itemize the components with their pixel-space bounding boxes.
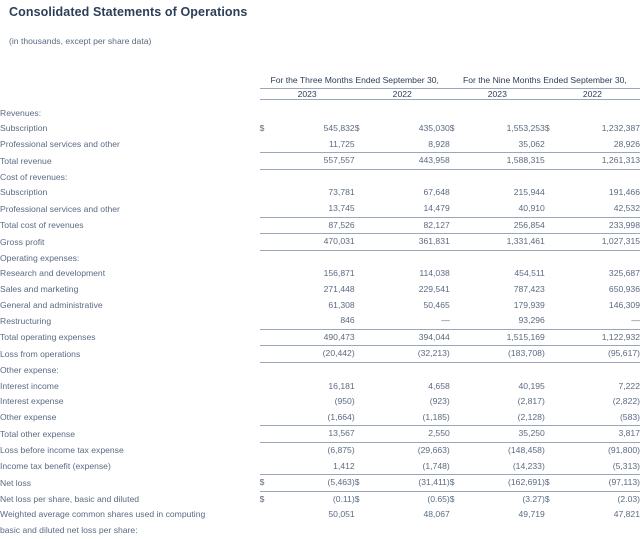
currency-symbol: $ xyxy=(450,475,464,492)
row-label: Loss from operations xyxy=(0,348,81,359)
table-row xyxy=(0,442,640,458)
currency-symbol xyxy=(355,426,369,443)
currency-symbol xyxy=(450,266,464,282)
currency-symbol: $ xyxy=(354,493,360,504)
row-value: 470,031 xyxy=(274,234,355,251)
row-value: 361,831 xyxy=(369,234,450,251)
currency-symbol xyxy=(545,329,559,346)
table-row xyxy=(0,250,640,266)
currency-symbol xyxy=(545,442,559,458)
row-label: Subscription xyxy=(0,187,48,198)
row-label: Other expense xyxy=(0,412,57,423)
row-value: 179,939 xyxy=(513,299,545,310)
currency-symbol xyxy=(545,379,559,395)
currency-symbol xyxy=(545,459,559,475)
currency-symbol xyxy=(355,185,369,201)
currency-symbol xyxy=(545,507,559,523)
row-value: 394,044 xyxy=(369,329,450,346)
currency-symbol: $ xyxy=(449,123,455,134)
currency-symbol xyxy=(260,266,274,282)
currency-symbol xyxy=(260,153,274,170)
row-value: (3.27) xyxy=(522,493,545,504)
row-value: 271,448 xyxy=(323,284,355,295)
row-value xyxy=(559,250,640,266)
currency-symbol xyxy=(545,313,559,329)
table-row xyxy=(0,507,640,523)
row-value: (14,233) xyxy=(464,459,545,475)
currency-symbol: $ xyxy=(449,493,455,504)
column-header-ytd-2022: 2022 xyxy=(545,88,640,99)
currency-symbol: $ xyxy=(545,475,559,492)
currency-symbol xyxy=(450,106,464,122)
currency-symbol xyxy=(545,169,559,185)
currency-symbol xyxy=(450,329,464,346)
row-value: (5,463) xyxy=(274,475,355,492)
row-value: 42,532 xyxy=(559,201,640,217)
currency-symbol xyxy=(450,137,464,153)
currency-symbol xyxy=(450,169,464,185)
currency-symbol xyxy=(450,282,464,298)
column-group-three-months: For the Three Months Ended September 30, xyxy=(260,74,450,88)
table-row xyxy=(0,363,640,379)
row-value: 454,511 xyxy=(514,268,545,279)
row-value: 50,051 xyxy=(328,509,355,520)
row-value: (583) xyxy=(559,410,640,426)
row-value xyxy=(464,169,545,185)
column-group-header-row xyxy=(0,74,640,88)
table-row xyxy=(0,106,640,122)
row-value: 1,122,932 xyxy=(559,329,640,346)
currency-symbol xyxy=(355,298,369,314)
table-row xyxy=(0,313,640,329)
row-value xyxy=(274,106,355,122)
row-value: 1,412 xyxy=(274,459,355,475)
row-value: (6,875) xyxy=(327,444,355,455)
row-value: 82,127 xyxy=(369,217,450,234)
currency-symbol xyxy=(355,459,369,475)
currency-symbol xyxy=(260,507,274,523)
row-value xyxy=(464,523,545,539)
row-value xyxy=(464,250,545,266)
row-value xyxy=(559,106,640,122)
currency-symbol xyxy=(260,442,274,458)
row-value: (95,617) xyxy=(559,346,640,363)
currency-symbol xyxy=(545,201,559,217)
row-label: Income tax benefit (expense) xyxy=(0,461,111,472)
currency-symbol: $ xyxy=(355,475,369,492)
row-value: 13,745 xyxy=(274,201,355,217)
currency-symbol xyxy=(260,523,274,539)
row-value: 490,473 xyxy=(274,329,355,346)
row-value: 35,250 xyxy=(464,426,545,443)
row-label: Total revenue xyxy=(0,155,52,166)
row-label: Subscription xyxy=(0,123,48,134)
row-value: 50,465 xyxy=(423,299,450,310)
currency-symbol xyxy=(450,250,464,266)
row-label: Professional services and other xyxy=(0,203,120,214)
row-value: — xyxy=(369,313,450,329)
currency-symbol xyxy=(355,282,369,298)
row-label: Gross profit xyxy=(0,236,45,247)
row-label: Weighted average common shares used in computing xyxy=(0,509,206,520)
currency-symbol xyxy=(545,137,559,153)
currency-symbol xyxy=(260,250,274,266)
currency-symbol xyxy=(260,346,274,363)
table-row xyxy=(0,137,640,153)
row-value: (162,691) xyxy=(464,475,545,492)
currency-symbol xyxy=(450,442,464,458)
currency-symbol xyxy=(450,394,464,410)
table-row xyxy=(0,169,640,185)
row-value: 7,222 xyxy=(618,380,640,391)
row-value xyxy=(274,250,355,266)
currency-symbol: $ xyxy=(544,123,550,134)
currency-symbol xyxy=(260,234,274,251)
row-value: (2,817) xyxy=(517,396,545,407)
row-value xyxy=(559,363,640,379)
row-value: (2.03) xyxy=(617,493,640,504)
row-value: 67,648 xyxy=(423,187,450,198)
row-value: 1,027,315 xyxy=(559,234,640,251)
row-value xyxy=(369,363,450,379)
column-header-q3-2022: 2022 xyxy=(355,88,450,99)
column-group-nine-months: For the Nine Months Ended September 30, xyxy=(450,74,640,88)
row-value: 3,817 xyxy=(559,426,640,443)
currency-symbol xyxy=(355,329,369,346)
income-statement-table xyxy=(0,74,640,539)
row-value: (2,822) xyxy=(612,396,640,407)
currency-symbol xyxy=(450,298,464,314)
row-value: 28,926 xyxy=(559,137,640,153)
row-value: 435,030 xyxy=(418,123,450,134)
row-value: (97,113) xyxy=(559,475,640,492)
row-value: 13,567 xyxy=(274,426,355,443)
row-value: (29,663) xyxy=(417,444,450,455)
currency-symbol: $ xyxy=(259,493,265,504)
row-value xyxy=(274,523,355,539)
currency-symbol xyxy=(260,298,274,314)
currency-symbol xyxy=(260,137,274,153)
currency-symbol xyxy=(260,201,274,217)
currency-symbol xyxy=(260,185,274,201)
currency-symbol xyxy=(260,217,274,234)
currency-symbol xyxy=(260,394,274,410)
row-value: 11,725 xyxy=(274,137,355,153)
row-value: 1,515,169 xyxy=(464,329,545,346)
currency-symbol xyxy=(545,153,559,170)
currency-symbol xyxy=(355,346,369,363)
currency-symbol xyxy=(260,363,274,379)
currency-symbol xyxy=(545,426,559,443)
currency-symbol xyxy=(450,459,464,475)
row-value: 1,331,461 xyxy=(464,234,545,251)
row-value: (91,800) xyxy=(607,444,640,455)
currency-symbol xyxy=(450,426,464,443)
currency-symbol xyxy=(545,106,559,122)
table-row xyxy=(0,426,640,443)
currency-symbol xyxy=(260,106,274,122)
currency-symbol xyxy=(450,201,464,217)
currency-symbol xyxy=(450,217,464,234)
row-value xyxy=(274,169,355,185)
row-value: 35,062 xyxy=(464,137,545,153)
row-value xyxy=(369,106,450,122)
currency-symbol xyxy=(355,442,369,458)
currency-symbol xyxy=(450,185,464,201)
row-label: Restructuring xyxy=(0,315,52,326)
row-value: 4,658 xyxy=(428,380,450,391)
table-row xyxy=(0,217,640,234)
row-value: 650,936 xyxy=(608,284,640,295)
row-value: 443,958 xyxy=(369,153,450,170)
row-value: (2,128) xyxy=(464,410,545,426)
table-row xyxy=(0,153,640,170)
row-value: 47,821 xyxy=(613,509,640,520)
row-label: basic and diluted net loss per share: xyxy=(0,524,138,535)
row-value: 40,195 xyxy=(518,380,545,391)
row-value: 846 xyxy=(274,313,355,329)
row-value xyxy=(369,250,450,266)
row-value xyxy=(369,169,450,185)
row-value: (31,411) xyxy=(369,475,450,492)
currency-symbol xyxy=(450,410,464,426)
currency-symbol xyxy=(355,266,369,282)
currency-symbol xyxy=(450,153,464,170)
currency-symbol xyxy=(260,313,274,329)
currency-symbol xyxy=(355,313,369,329)
row-value: 256,854 xyxy=(464,217,545,234)
table-row xyxy=(0,394,640,410)
row-label: Cost of revenues: xyxy=(0,171,68,182)
row-value xyxy=(369,523,450,539)
currency-symbol xyxy=(545,217,559,234)
row-value: (923) xyxy=(429,396,450,407)
currency-symbol xyxy=(545,282,559,298)
currency-symbol xyxy=(545,346,559,363)
row-value xyxy=(274,363,355,379)
currency-symbol xyxy=(545,234,559,251)
currency-symbol xyxy=(545,298,559,314)
currency-symbol xyxy=(355,507,369,523)
row-value: 787,423 xyxy=(513,284,545,295)
row-label: Net loss per share, basic and diluted xyxy=(0,493,140,504)
currency-symbol xyxy=(355,379,369,395)
row-value: (1,664) xyxy=(274,410,355,426)
units-note: (in thousands, except per share data) xyxy=(9,36,152,46)
table-row xyxy=(0,185,640,201)
currency-symbol xyxy=(260,282,274,298)
row-value: 325,687 xyxy=(608,268,640,279)
currency-symbol xyxy=(260,410,274,426)
row-value: 16,181 xyxy=(328,380,355,391)
currency-symbol xyxy=(450,234,464,251)
currency-symbol xyxy=(545,185,559,201)
currency-symbol xyxy=(355,394,369,410)
row-value: 146,309 xyxy=(608,299,640,310)
row-value: 557,557 xyxy=(274,153,355,170)
row-value: (183,708) xyxy=(464,346,545,363)
currency-symbol xyxy=(545,266,559,282)
row-value: 40,910 xyxy=(464,201,545,217)
row-value: 1,588,315 xyxy=(464,153,545,170)
currency-symbol xyxy=(450,379,464,395)
row-label: Research and development xyxy=(0,268,106,279)
table-row xyxy=(0,379,640,395)
currency-symbol xyxy=(545,523,559,539)
currency-symbol: $ xyxy=(259,123,265,134)
table-row xyxy=(0,282,640,298)
currency-symbol xyxy=(260,426,274,443)
row-value: 48,067 xyxy=(423,509,450,520)
row-label: Total cost of revenues xyxy=(0,220,84,231)
currency-symbol xyxy=(545,410,559,426)
currency-symbol xyxy=(450,363,464,379)
row-value: 14,479 xyxy=(369,201,450,217)
currency-symbol xyxy=(355,201,369,217)
currency-symbol xyxy=(260,169,274,185)
currency-symbol xyxy=(355,523,369,539)
currency-symbol: $ xyxy=(260,475,274,492)
row-value: 1,553,253 xyxy=(506,123,545,134)
row-value: (20,442) xyxy=(274,346,355,363)
row-label: Professional services and other xyxy=(0,139,120,150)
currency-symbol xyxy=(355,217,369,234)
row-value: (0.65) xyxy=(427,493,450,504)
table-row xyxy=(0,491,640,507)
row-label: Interest expense xyxy=(0,396,64,407)
row-value: 73,781 xyxy=(328,187,355,198)
row-value: 233,998 xyxy=(559,217,640,234)
currency-symbol: $ xyxy=(354,123,360,134)
year-header-row xyxy=(0,88,640,99)
row-value: — xyxy=(559,313,640,329)
row-value: 1,232,387 xyxy=(601,123,640,134)
table-body xyxy=(0,106,640,539)
row-label: Operating expenses: xyxy=(0,252,80,263)
row-value: 2,550 xyxy=(369,426,450,443)
currency-symbol xyxy=(545,394,559,410)
table-row xyxy=(0,329,640,346)
row-label: Other expense: xyxy=(0,365,59,375)
currency-symbol xyxy=(260,459,274,475)
row-value: 229,541 xyxy=(418,284,450,295)
table-row xyxy=(0,266,640,282)
table-row xyxy=(0,234,640,251)
row-label: Interest income xyxy=(0,380,59,391)
currency-symbol xyxy=(355,234,369,251)
table-row xyxy=(0,121,640,137)
row-value: 8,928 xyxy=(369,137,450,153)
header-corner-blank xyxy=(0,74,260,88)
row-value xyxy=(464,363,545,379)
row-value: (1,748) xyxy=(369,459,450,475)
currency-symbol xyxy=(260,329,274,346)
row-label: Total other expense xyxy=(0,428,76,439)
row-value: (1,185) xyxy=(369,410,450,426)
row-value: 61,308 xyxy=(328,299,355,310)
currency-symbol xyxy=(355,410,369,426)
row-value: (950) xyxy=(334,396,355,407)
table-row xyxy=(0,459,640,475)
row-value: 215,944 xyxy=(513,187,545,198)
currency-symbol xyxy=(355,153,369,170)
table-row xyxy=(0,410,640,426)
currency-symbol: $ xyxy=(544,493,550,504)
currency-symbol xyxy=(450,507,464,523)
currency-symbol xyxy=(450,313,464,329)
currency-symbol xyxy=(355,250,369,266)
row-label: Net loss xyxy=(0,477,32,488)
table-header xyxy=(0,74,640,106)
row-value: (0.11) xyxy=(332,493,355,504)
row-value: 114,038 xyxy=(419,268,450,279)
row-value: 191,466 xyxy=(608,187,640,198)
row-value xyxy=(464,106,545,122)
currency-symbol xyxy=(355,363,369,379)
table-row xyxy=(0,475,640,492)
currency-symbol xyxy=(545,250,559,266)
row-value: 49,719 xyxy=(518,509,545,520)
currency-symbol xyxy=(545,363,559,379)
row-label: Loss before income tax expense xyxy=(0,444,124,455)
currency-symbol xyxy=(450,523,464,539)
row-value: (148,458) xyxy=(508,444,545,455)
row-value: (5,313) xyxy=(559,459,640,475)
currency-symbol xyxy=(355,169,369,185)
currency-symbol xyxy=(260,379,274,395)
row-value xyxy=(559,169,640,185)
row-label: General and administrative xyxy=(0,299,103,310)
row-value: 93,296 xyxy=(464,313,545,329)
row-value: 87,526 xyxy=(274,217,355,234)
currency-symbol xyxy=(355,137,369,153)
page-title: Consolidated Statements of Operations xyxy=(9,5,248,19)
table-row xyxy=(0,201,640,217)
column-header-q3-2023: 2023 xyxy=(260,88,355,99)
column-header-ytd-2023: 2023 xyxy=(450,88,545,99)
row-value: (32,213) xyxy=(369,346,450,363)
currency-symbol xyxy=(355,106,369,122)
table-row xyxy=(0,298,640,314)
table-row xyxy=(0,523,640,539)
row-label: Sales and marketing xyxy=(0,284,79,295)
currency-symbol xyxy=(450,346,464,363)
row-value: 1,261,313 xyxy=(559,153,640,170)
row-value: 156,871 xyxy=(323,268,355,279)
row-label: Revenues: xyxy=(0,107,42,118)
header-label-blank xyxy=(0,88,260,99)
row-value: 545,832 xyxy=(323,123,355,134)
table-row xyxy=(0,346,640,363)
row-label: Total operating expenses xyxy=(0,332,96,343)
row-value xyxy=(559,523,640,539)
